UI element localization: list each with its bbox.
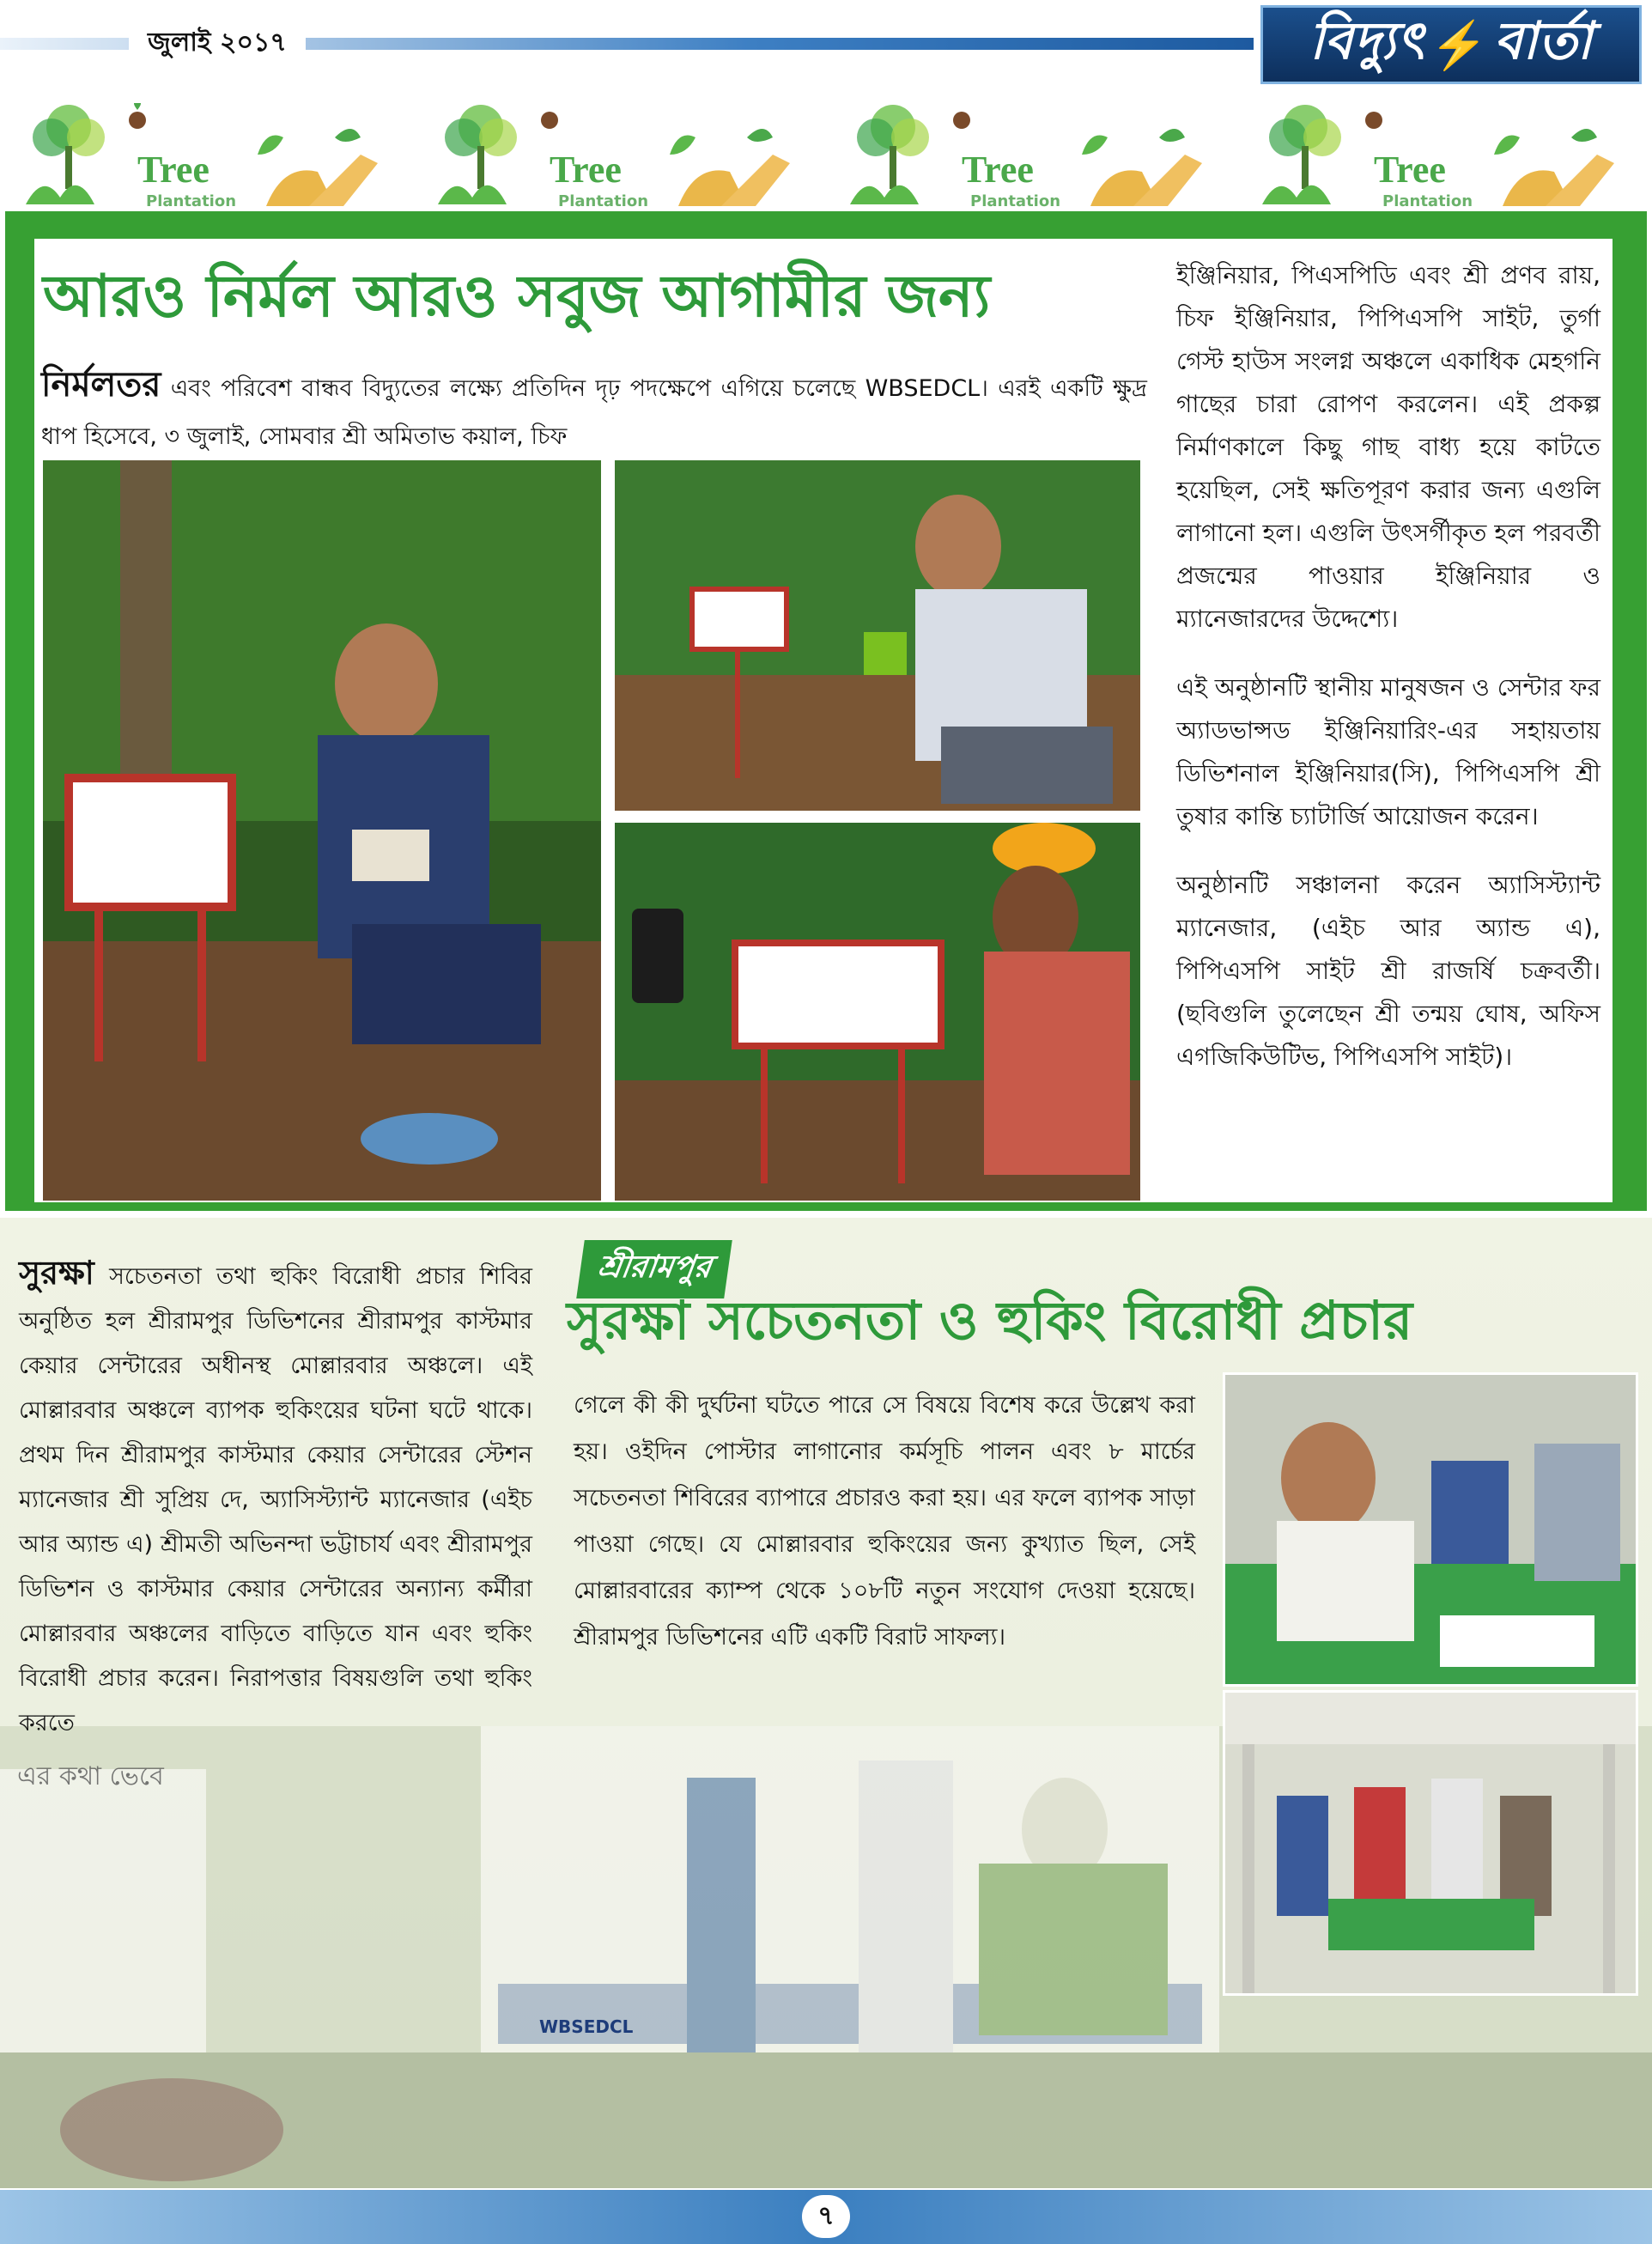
page-number: ৭ [802, 2195, 850, 2238]
tree-planting-photo-2 [615, 460, 1140, 811]
article-2-lead [19, 1250, 532, 1746]
article-1-title: আরও নির্মল আরও সবুজ আগামীর জন্য [43, 262, 991, 331]
tree-planting-photo-1 [43, 460, 601, 1201]
issue-date: জুলাই ২০১৭ [129, 26, 306, 60]
camp-photo-2 [1223, 1690, 1638, 1996]
article-1-lead [41, 361, 1147, 461]
tree-text: Tree [550, 149, 622, 191]
plantation-text: Plantation [970, 192, 1061, 210]
camp-photo-1 [1223, 1372, 1638, 1687]
tree-plantation-banner [833, 103, 1211, 213]
plantation-text: Plantation [146, 192, 237, 210]
tree-planting-photo-3 [615, 823, 1140, 1201]
article-1-paragraph: ইঞ্জিনিয়ার, পিএসপিডি এবং শ্রী প্রণব রায়, চিফ ইঞ্জিনিয়ার, পিপিএসপি সাইট, তুর্গা গেস্ট হাউস সংলগ্ন অঞ্চলে একাধিক মেহগনি গাছের চারা রোপণ করলেন। এই প্রকল্প নির্মাণকালে কিছু গাছ বাধ্য হয়ে কাটতে হয়েছিল, সেই ক্ষতিপূরণ করার জন্য এগুলি লাগানো হল। এগুলি উৎসর্গীকৃত হল পরবর্তী প্রজন্মের পাওয়ার ইঞ্জিনিয়ার ও ম্যানেজারদের উদ্দেশ্যে। [1176, 261, 1600, 633]
tree-plantation-banner [1245, 103, 1623, 213]
article-2-title: সুরক্ষা সচেতনতা ও হুকিং বিরোধী প্রচার [567, 1289, 1413, 1352]
masthead-right: বার্তা [1493, 11, 1594, 71]
article-1-column [1176, 254, 1600, 1104]
lead-first-word: নির্মলতর [41, 365, 161, 404]
lead-text: এবং পরিবেশ বান্ধব বিদ্যুতের লক্ষ্যে প্রতিদিন দৃঢ় পদক্ষেপে এগিয়ে চলেছে WBSEDCL। এরই একটি ক্ষুদ্র ধাপ হিসেবে, ৩ জুলাই, সোমবার শ্রী অমিতাভ কয়াল, চিফ [41, 375, 1147, 450]
article-1-paragraph: অনুষ্ঠানটি সঞ্চালনা করেন অ্যাসিস্ট্যান্ট ম্যানেজার, (এইচ আর অ্যান্ড এ), পিপিএসপি সাইট শ্রী রাজর্ষি চক্রবর্তী। (ছবিগুলি তুলেছেন শ্রী তন্ময় ঘোষ, অফিস এগজিকিউটিভ, পিপিএসপি সাইট)। [1176, 871, 1600, 1071]
lightning-icon: ⚡ [1430, 16, 1489, 72]
plantation-text: Plantation [558, 192, 649, 210]
tree-plantation-banner [421, 103, 799, 213]
plantation-text: Plantation [1382, 192, 1473, 210]
tree-text: Tree [962, 149, 1034, 191]
tree-plantation-banner [9, 103, 386, 213]
location-tag: শ্রীরামপুর [576, 1240, 732, 1298]
article-1-paragraph: এই অনুষ্ঠানটি স্থানীয় মানুষজন ও সেন্টার ফর অ্যাডভান্সড ইঞ্জিনিয়ারিং-এর সহায়তায় ডিভিশনাল ইঞ্জিনিয়ার(সি), পিপিএসপি শ্রী তুষার কান্তি চ্যাটার্জি আয়োজন করেন। [1176, 673, 1600, 830]
article-2-column: গেলে কী কী দুর্ঘটনা ঘটতে পারে সে বিষয়ে বিশেষ করে উল্লেখ করা হয়। ওইদিন পোস্টার লাগানোর কর্মসূচি পালন এবং ৮ মার্চের সচেতনতা শিবিরের ব্যাপারে প্রচারও করা হয়। এর ফলে ব্যাপক সাড়া পাওয়া গেছে। যে মোল্লারবার হুকিংয়ের জন্য কুখ্যাত ছিল, সেই মোল্লারবারের ক্যাম্প থেকে ১০৮টি নতুন সংযোগ দেওয়া হয়েছে। শ্রীরামপুর ডিভিশনের এটি একটি বিরাট সাফল্য। [574, 1392, 1195, 1651]
masthead-left: বিদ্যুৎ [1309, 11, 1425, 71]
poster-text: এর কথা ভেবে [17, 1761, 164, 1791]
lead-text: সচেতনতা তথা হুকিং বিরোধী প্রচার শিবির অনুষ্ঠিত হল শ্রীরামপুর ডিভিশনের শ্রীরামপুর কাস্টমার কেয়ার সেন্টারের অধীনস্থ মোল্লারবার অঞ্চলে। এই মোল্লারবার অঞ্চলে ব্যাপক হুকিংয়ের ঘটনা ঘটে থাকে। প্রথম দিন শ্রীরামপুর কাস্টমার কেয়ার সেন্টারের স্টেশন ম্যানেজার শ্রী সুপ্রিয় দে, অ্যাসিস্ট্যান্ট ম্যানেজার (এইচ আর অ্যান্ড এ) শ্রীমতী অভিনন্দা ভট্টাচার্য এবং শ্রীরামপুর ডিভিশন ও কাস্টমার কেয়ার সেন্টারের অন্যান্য কর্মীরা মোল্লারবার অঞ্চলের বাড়িতে বাড়িতে যান এবং হুকিং বিরোধী প্রচার করেন। নিরাপত্তার বিষয়গুলি তথা হুকিং করতে [19, 1263, 532, 1736]
masthead-logo [1260, 5, 1642, 84]
tree-text: Tree [1374, 149, 1446, 191]
tree-text: Tree [137, 149, 210, 191]
lead-first-word: সুরক্ষা [19, 1254, 94, 1292]
poster-logo-text: WBSEDCL [539, 2016, 634, 2037]
